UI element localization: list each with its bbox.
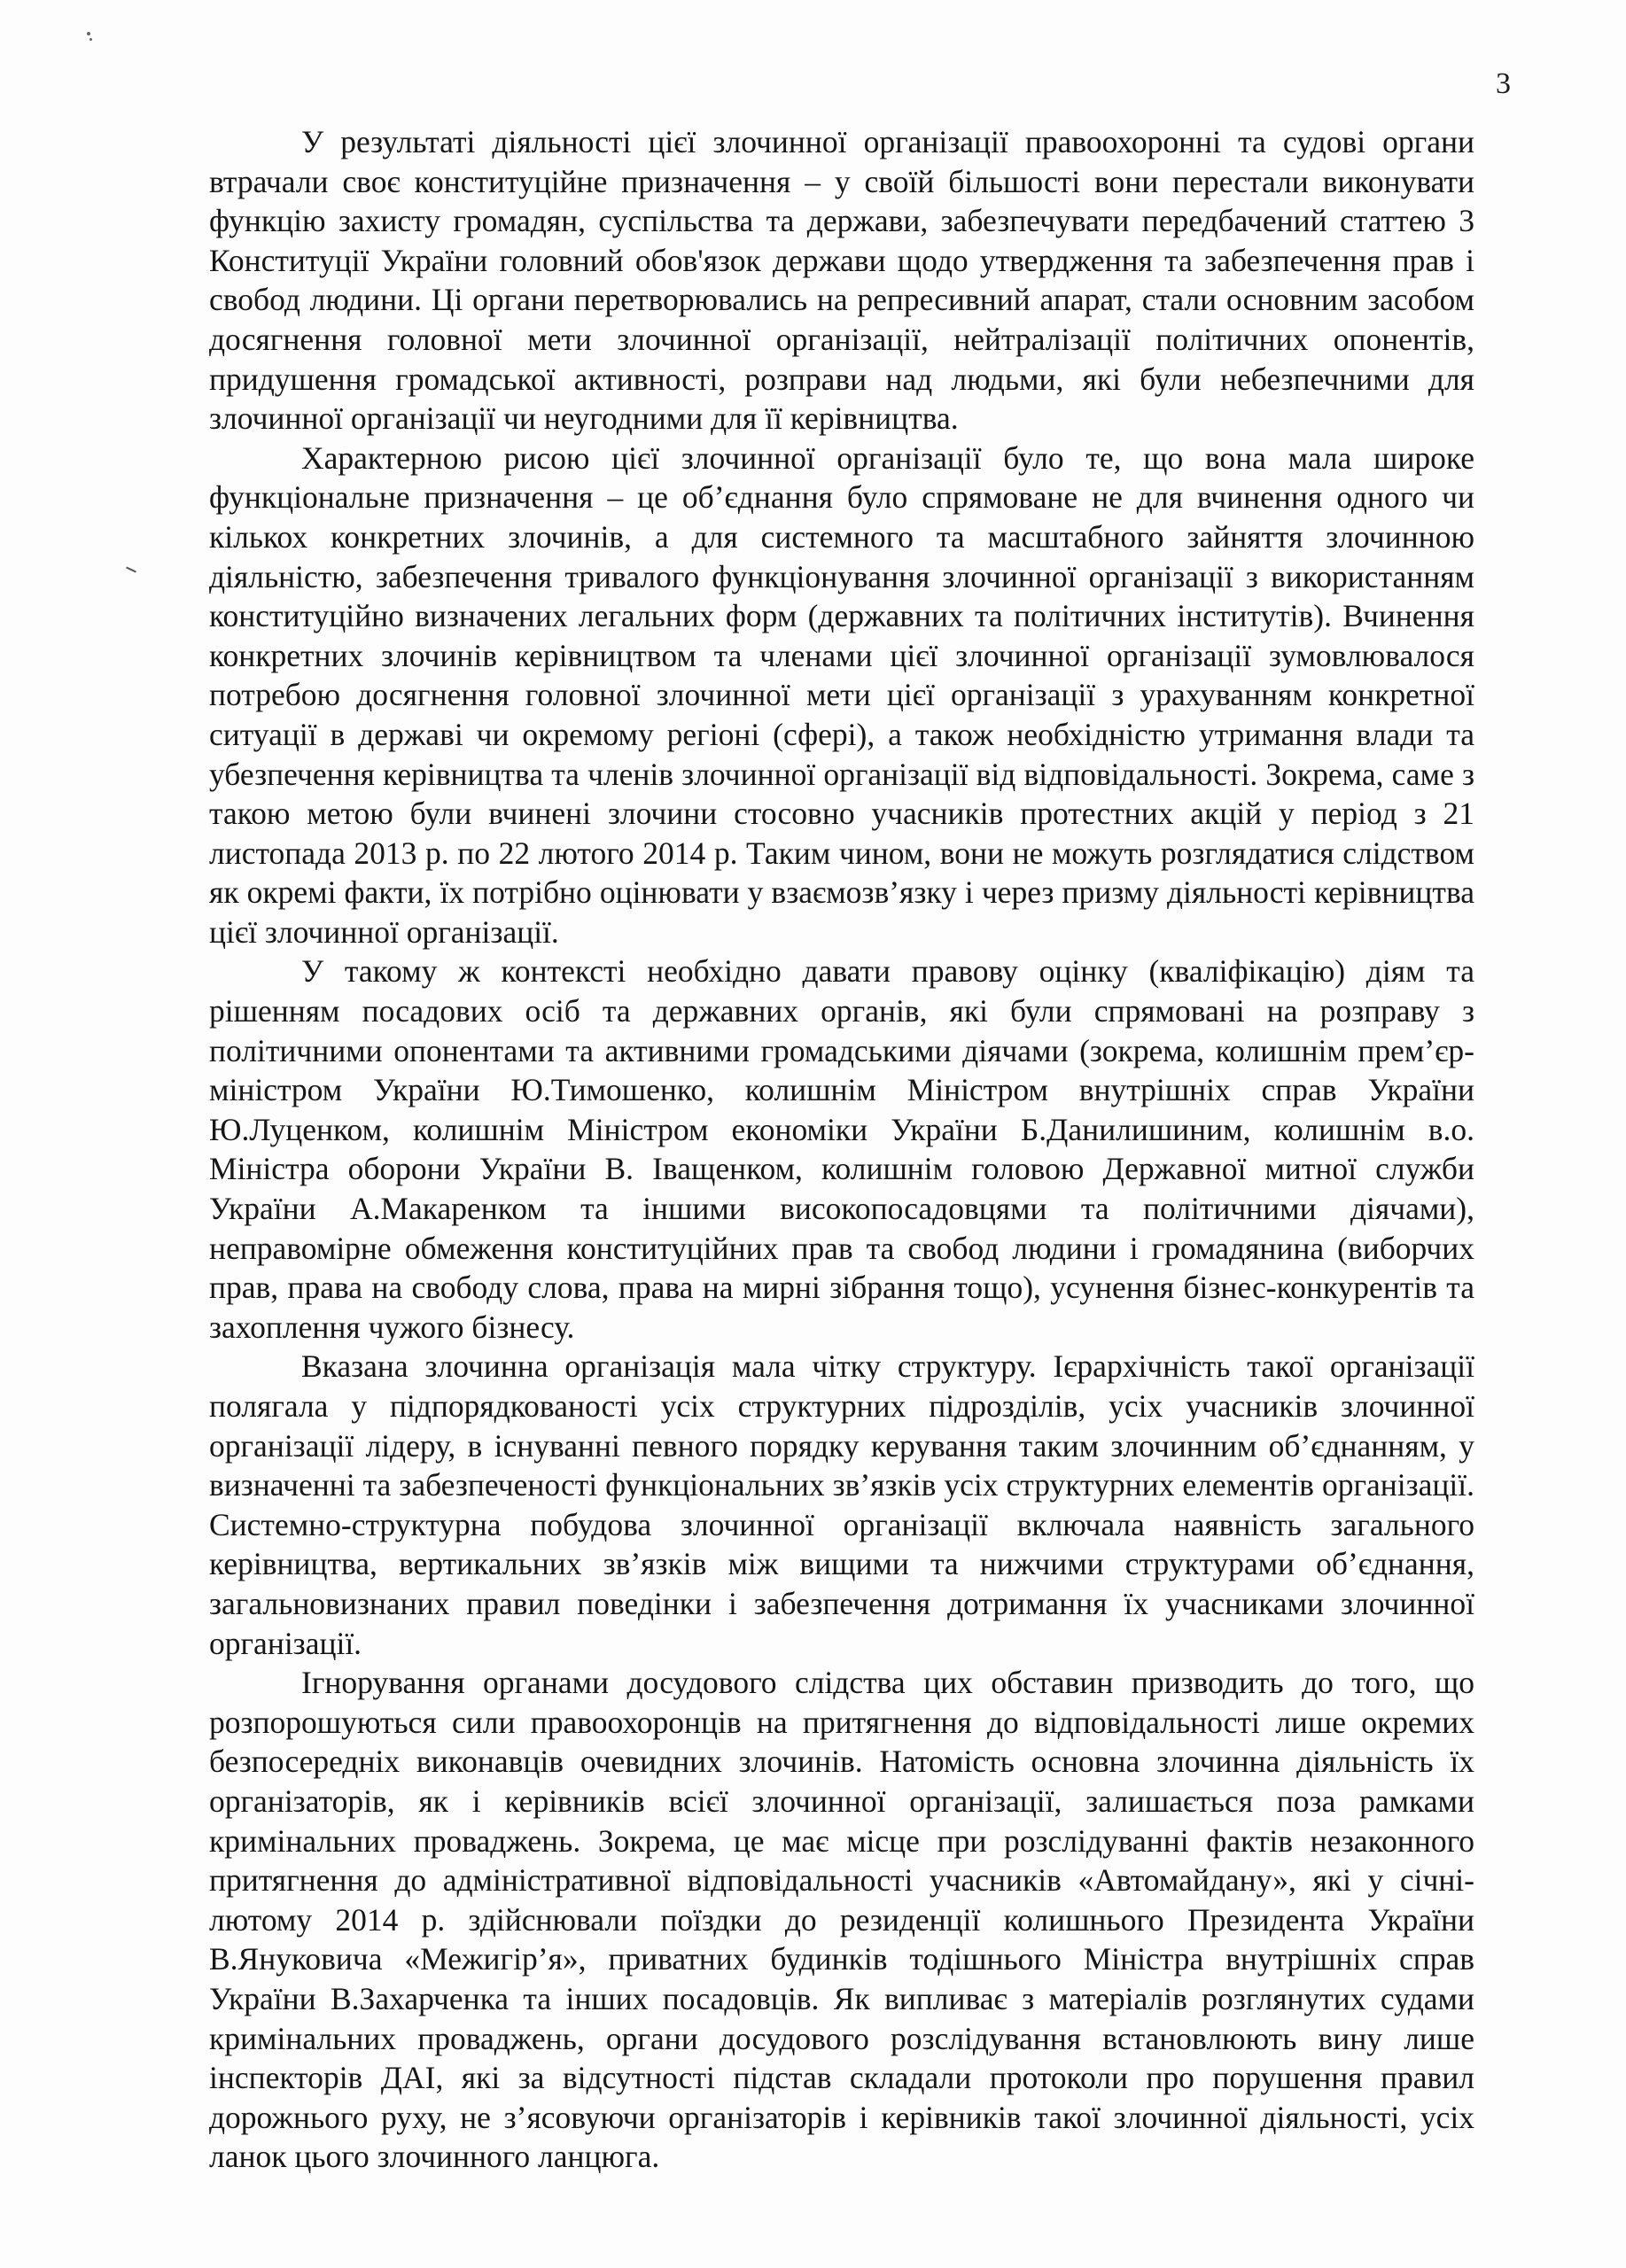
paragraph: У такому ж контексті необхідно давати правову оцінку (кваліфікацію) діям та рішенням посадових осіб та державних органів, які були спрямовані на розправу з політичними опонентами та активними громадськими діячами (зокрема, колишнім прем’єр-міністром України Ю.Тимошенко, колишнім Міністром внутрішніх справ України Ю.Луценком, колишнім Міністром економіки України Б.Данилишиним, колишнім в.о. Міністра оборони України В. Іващенком, колишнім головою Державної митної служби України А.Макаренком та іншими високопосадовцями та політичними діячами), неправомірне обмеження конституційних прав та свобод людини і громадянина (виборчих прав, права на свободу слова, права на мирні зібрання тощо), усунення бізнес-конкурентів та захоплення чужого бізнесу. xyxy=(209,953,1474,1345)
scan-speck xyxy=(87,32,90,35)
scan-speck xyxy=(89,38,92,41)
paragraph: Вказана злочинна організація мала чітку структуру. Ієрархічність такої організації полягала у підпорядкованості усіх структурних підрозділів, усіх учасників злочинної організації лідеру, в існуванні певного порядку керування таким злочинним об’єднанням, у визначенні та забезпеченості функціональних зв’язків усіх структурних елементів організації. Системно-структурна побудова злочинної організації включала наявність загального керівництва, вертикальних зв’язків між вищими та нижчими структурами об’єднання, загальновизнаних правил поведінки і забезпечення дотримання їх учасниками злочинної організації. xyxy=(209,1348,1474,1661)
paragraph: Характерною рисою цієї злочинної організації було те, що вона мала широке функціональне призначення – це об’єднання було спрямоване не для вчинення одного чи кількох конкретних злочинів, а для системного та масштабного зайняття злочинною діяльністю, забезпечення тривалого функціонування злочинної організації з використанням конституційно визначених легальних форм (державних та політичних інститутів). Вчинення конкретних злочинів керівництвом та членами цієї злочинної організації зумовлювалося потребою досягнення головної злочинної мети цієї організації з урахуванням конкретної ситуації в державі чи окремому регіоні (сфері), а також необхідністю утримання влади та убезпечення керівництва та членів злочинної організації від відповідальності. Зокрема, саме з такою метою були вчинені злочини стосовно учасників протестних акцій у період з 21 листопада 2013 р. по 22 лютого 2014 р. Таким чином, вони не можуть розглядатися слідством як окремі факти, їх потрібно оцінювати у взаємозв’язку і через призму діяльності керівництва цієї злочинної організації. xyxy=(209,439,1474,950)
paragraph: Ігнорування органами досудового слідства цих обставин призводить до того, що розпорошуються сили правоохоронців на притягнення до відповідальності лише окремих безпосередніх виконавців очевидних злочинів. Натомість основна злочинна діяльність їх організаторів, як і керівників всієї злочинної організації, залишається поза рамками кримінальних проваджень. Зокрема, це має місце при розслідуванні фактів незаконного притягнення до адміністративної відповідальності учасників «Автомайдану», які у січні-лютому 2014 р. здійснювали поїздки до резиденції колишнього Президента України В.Януковича «Межигір’я», приватних будинків тодішнього Міністра внутрішніх справ України В.Захарченка та інших посадовців. Як випливає з матеріалів розглянутих судами кримінальних проваджень, органи досудового розслідування встановлюють вину лише інспекторів ДАІ, які за відсутності підстав складали протоколи про порушення правил дорожнього руху, не з’ясовуючи організаторів і керівників такої злочинної діяльності, усіх ланок цього злочинного ланцюга. xyxy=(209,1665,1474,2175)
document-body xyxy=(209,122,1474,2177)
scan-mark xyxy=(126,567,136,573)
page-number: 3 xyxy=(1496,67,1511,100)
paragraph: У результаті діяльності цієї злочинної організації правоохоронні та судові органи втрачали своє конституційне призначення – у своїй більшості вони перестали виконувати функцію захисту громадян, суспільства та держави, забезпечувати передбачений статтею 3 Конституції України головний обов'язок держави щодо утвердження та забезпечення прав і свобод людини. Ці органи перетворювались на репресивний апарат, стали основним засобом досягнення головної мети злочинної організації, нейтралізації політичних опонентів, придушення громадської активності, розправи над людьми, які були небезпечними для злочинної організації чи неугодними для її керівництва. xyxy=(209,124,1474,437)
